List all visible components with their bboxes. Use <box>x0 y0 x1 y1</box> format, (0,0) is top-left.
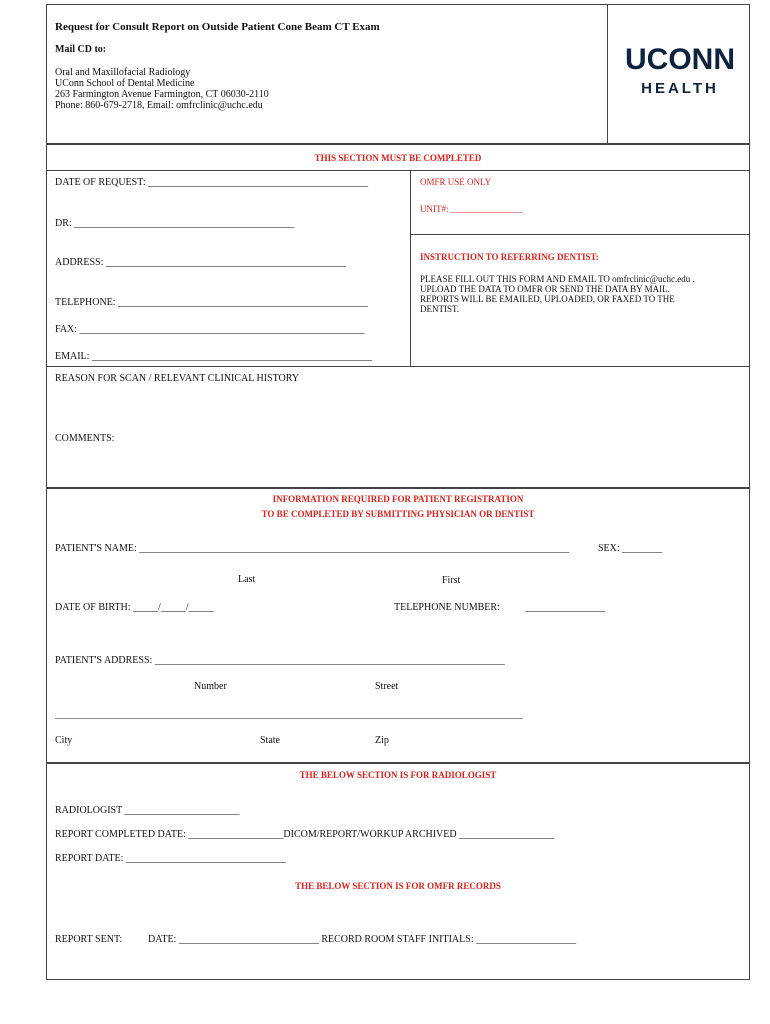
first-name-caption: First <box>442 575 461 586</box>
section2-heading-line2: TO BE COMPLETED BY SUBMITTING PHYSICIAN OR DENTIST <box>261 509 535 519</box>
address-line-2: UConn School of Dental Medicine <box>55 78 195 89</box>
number-caption: Number <box>194 681 227 692</box>
address-line2-field[interactable]: ________________________________________________________________________________________________________ <box>55 710 523 720</box>
telephone-number-label: TELEPHONE NUMBER: <box>394 602 500 613</box>
section1-box <box>46 144 750 488</box>
address-line-3: 263 Farmington Avenue Farmington, CT 06030-2110 <box>55 89 269 100</box>
section3-heading: THE BELOW SECTION IS FOR RADIOLOGIST <box>299 770 497 780</box>
reason-for-scan-label: REASON FOR SCAN / RELEVANT CLINICAL HISTORY <box>55 373 300 384</box>
records-heading: THE BELOW SECTION IS FOR OMFR RECORDS <box>295 881 501 891</box>
unit-field[interactable]: UNIT#: ________________ <box>420 204 523 214</box>
zip-caption: Zip <box>375 735 389 746</box>
radiologist-field[interactable]: RADIOLOGIST _______________________ <box>55 805 240 816</box>
telephone-field[interactable]: TELEPHONE: __________________________________________________ <box>55 297 369 308</box>
address-line-1: Oral and Maxillofacial Radiology <box>55 67 191 78</box>
patient-name-field[interactable]: PATIENT'S NAME: ______________________________________________________________________________________ <box>55 543 570 554</box>
section1-heading: THIS SECTION MUST BE COMPLETED <box>314 153 482 163</box>
record-date-initials-field[interactable]: DATE: ____________________________ RECORD ROOM STAFF INITIALS: ____________________ <box>148 934 577 945</box>
address-field[interactable]: ADDRESS: ________________________________________________ <box>55 257 346 268</box>
omfr-use-only-label: OMFR USE ONLY <box>420 177 492 187</box>
section2-heading-line1: INFORMATION REQUIRED FOR PATIENT REGISTRATION <box>272 494 524 504</box>
form-title: Request for Consult Report on Outside Patient Cone Beam CT Exam <box>55 21 380 33</box>
dob-field[interactable]: DATE OF BIRTH: _____/_____/_____ <box>55 602 214 613</box>
section1-vertical-divider <box>410 170 411 366</box>
street-caption: Street <box>375 681 399 692</box>
date-of-request-field[interactable]: DATE OF REQUEST: ____________________________________________ <box>55 177 369 188</box>
fax-field[interactable]: FAX: _________________________________________________________ <box>55 324 365 335</box>
city-caption: City <box>55 735 73 746</box>
instruction-line-1: PLEASE FILL OUT THIS FORM AND EMAIL TO omfrclinic@uchc.edu . <box>420 274 695 284</box>
mail-cd-label: Mail CD to: <box>55 44 107 55</box>
section2-box <box>46 488 750 763</box>
header-divider <box>607 4 608 144</box>
comments-label: COMMENTS: <box>55 433 115 444</box>
section3-box <box>46 763 750 980</box>
instruction-line-2: UPLOAD THE DATA TO OMFR OR SEND THE DATA BY MAIL. <box>420 284 670 294</box>
section1-mid-divider <box>46 366 750 367</box>
dr-field[interactable]: DR: ____________________________________________ <box>55 218 295 229</box>
email-field[interactable]: EMAIL: ________________________________________________________ <box>55 351 372 362</box>
state-caption: State <box>260 735 280 746</box>
section1-heading-divider <box>46 170 750 171</box>
last-name-caption: Last <box>238 574 256 585</box>
report-date-field[interactable]: REPORT DATE: ________________________________ <box>55 853 286 864</box>
omfr-box-bottom <box>410 234 750 235</box>
report-completed-field[interactable]: REPORT COMPLETED DATE: ___________________DICOM/REPORT/WORKUP ARCHIVED ___________________ <box>55 829 555 840</box>
instruction-line-4: DENTIST. <box>420 304 460 314</box>
health-logo: HEALTH <box>641 80 719 97</box>
sex-field[interactable]: SEX: ________ <box>598 543 663 554</box>
uconn-logo: UCONN <box>625 43 735 76</box>
address-line-4: Phone: 860-679-2718, Email: omfrclinic@uchc.edu <box>55 100 263 111</box>
instruction-heading: INSTRUCTION TO REFERRING DENTIST: <box>420 252 599 262</box>
telephone-number-field[interactable]: ________________ <box>525 602 605 613</box>
report-sent-label: REPORT SENT: <box>55 934 123 945</box>
patient-address-field[interactable]: PATIENT'S ADDRESS: ______________________________________________________________________ <box>55 655 505 666</box>
instruction-line-3: REPORTS WILL BE EMAILED, UPLOADED, OR FAXED TO THE <box>420 294 675 304</box>
